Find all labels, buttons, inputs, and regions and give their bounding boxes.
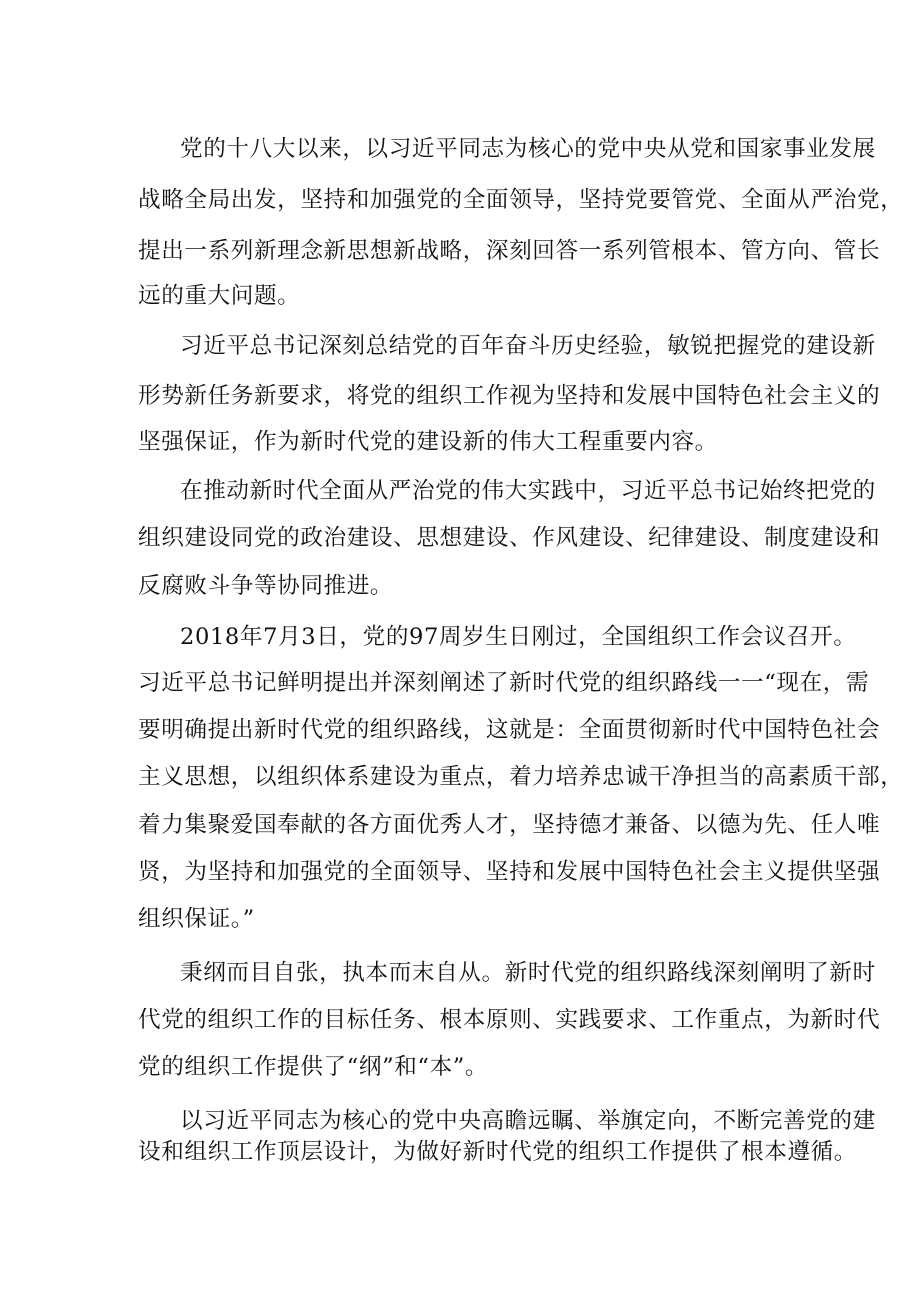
paragraph-line: 党的十八大以来，以习近平同志为核心的党中央从党和国家事业发展 (180, 136, 876, 162)
paragraph-line: 以习近平同志为核心的党中央高瞻远瞩、举旗定向，不断完善党的建 (180, 1108, 876, 1134)
paragraph-line: 形势新任务新要求，将党的组织工作视为坚持和发展中国特色社会主义的 (138, 383, 881, 409)
paragraph-line: 远的重大问题。 (138, 283, 301, 309)
paragraph-line: 在推动新时代全面从严治党的伟大实践中，习近平总书记始终把党的 (180, 478, 876, 504)
paragraph-line: 主义思想，以组织体系建设为重点，着力培养忠诚干净担当的高素质干部， (138, 764, 904, 790)
paragraph-line: 设和组织工作顶层设计，为做好新时代党的组织工作提供了根本遵循。 (138, 1139, 858, 1165)
paragraph-line: 秉纲而目自张，执本而末自从。新时代党的组织路线深刻阐明了新时 (180, 960, 876, 986)
paragraph-line: 党的组织工作提供了“纲”和“本”。 (138, 1054, 489, 1080)
paragraph-line: 组织保证。” (138, 906, 255, 932)
paragraph-line: 组织建设同党的政治建设、思想建设、作风建设、纪律建设、制度建设和 (138, 525, 881, 551)
paragraph-line: 反腐败斗争等协同推进。 (138, 573, 394, 599)
paragraph-line: 贤，为坚持和加强党的全面领导、坚持和发展中国特色社会主义提供坚强 (138, 859, 881, 885)
paragraph-line: 习近平总书记深刻总结党的百年奋斗历史经验，敏锐把握党的建设新 (180, 333, 876, 359)
paragraph-line: 坚强保证，作为新时代党的建设新的伟大工程重要内容。 (138, 429, 718, 455)
paragraph-line: 提出一系列新理念新思想新战略，深刻回答一系列管根本、管方向、管长 (138, 238, 881, 264)
paragraph-line: 2018年7月3日，党的97周岁生日刚过，全国组织工作会议召开。 (180, 624, 857, 650)
paragraph-line: 着力集聚爱国奉献的各方面优秀人才，坚持德才兼备、以德为先、任人唯 (138, 812, 881, 838)
paragraph-line: 代党的组织工作的目标任务、根本原则、实践要求、工作重点，为新时代 (138, 1007, 881, 1033)
paragraph-line: 要明确提出新时代党的组织路线，这就是：全面贯彻新时代中国特色社会 (138, 717, 881, 743)
paragraph-line: 习近平总书记鲜明提出并深刻阐述了新时代党的组织路线一一“现在，需 (138, 670, 870, 696)
paragraph-line: 战略全局出发，坚持和加强党的全面领导，坚持党要管党、全面从严治党， (138, 187, 904, 213)
